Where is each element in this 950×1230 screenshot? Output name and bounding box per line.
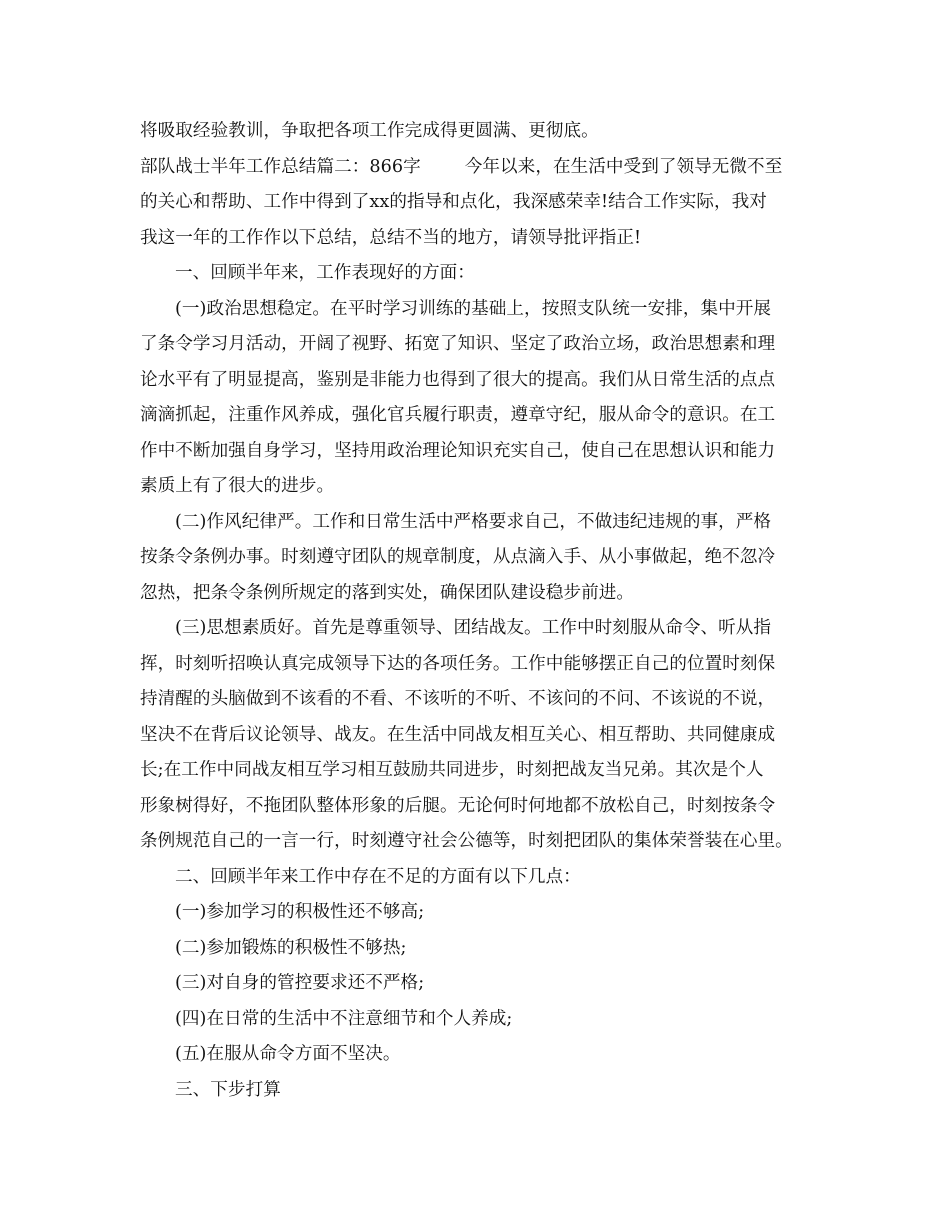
text-line: 作中不断加强自身学习，坚持用政治理论知识充实自己，使自己在思想认识和能力	[140, 440, 776, 461]
paragraph-start: 今年以来，在生活中受到了领导无微不至	[464, 156, 783, 177]
document-body	[140, 114, 820, 1108]
text-line: 持清醒的头脑做到不该看的不看、不该听的不听、不该问的不问、不该说的不说，	[140, 689, 776, 709]
text-line: 素质上有了很大的进步。	[140, 476, 335, 496]
text-line: (二)作风纪律严。工作和日常生活中严格要求自己，不做违纪违规的事，严格	[175, 511, 772, 532]
text-line: 我这一年的工作作以下总结，总结不当的地方，请领导批评指正!	[140, 227, 642, 248]
text-line: 滴滴抓起，注重作风养成，强化官兵履行职责，遵章守纪，服从命令的意识。在工	[140, 405, 776, 425]
text-line: 条例规范自己的一言一行，时刻遵守社会公德等，时刻把团队的集体荣誉装在心里。	[140, 831, 793, 851]
section-heading-line: 三、下步打算	[175, 1079, 281, 1100]
text-line: 论水平有了明显提高，鉴别是非能力也得到了很大的提高。我们从日常生活的点点	[140, 369, 776, 390]
text-line: 的关心和帮助、工作中得到了xx的指导和点化，我深感荣幸!结合工作实际，我对	[140, 192, 767, 212]
text-line: 形象树得好，不拖团队整体形象的后腿。无论何时何地都不放松自己，时刻按条令	[140, 795, 776, 816]
text-line: 将吸取经验教训，争取把各项工作完成得更圆满、更彻底。	[140, 121, 599, 141]
list-item: (二)参加锻炼的积极性不够热;	[175, 937, 407, 958]
list-item: (五)在服从命令方面不坚决。	[175, 1044, 401, 1064]
list-item: (四)在日常的生活中不注意细节和个人养成;	[175, 1008, 513, 1029]
text-line: 坚决不在背后议论领导、战友。在生活中同战友相互关心、相互帮助、共同健康成	[140, 724, 776, 745]
text-line: 按条令条例办事。时刻遵守团队的规章制度，从点滴入手、从小事做起，绝不忽冷	[140, 547, 776, 567]
text-line: 挥，时刻听招唤认真完成领导下达的各项任务。工作中能够摆正自己的位置时刻保	[140, 653, 776, 674]
list-item: (三)对自身的管控要求还不严格;	[175, 973, 425, 993]
text-line-with-heading	[140, 150, 820, 186]
text-line: (三)思想素质好。首先是尊重领导、团结战友。工作中时刻服从命令、听从指	[175, 618, 772, 638]
section-heading-line: 一、回顾半年来，工作表现好的方面：	[175, 263, 475, 283]
text-line: 忽热，把条令条例所规定的落到实处，确保团队建设稳步前进。	[140, 582, 635, 603]
section-heading-line: 二、回顾半年来工作中存在不足的方面有以下几点：	[175, 866, 581, 887]
section-heading: 部队战士半年工作总结篇二：866字	[140, 156, 421, 177]
text-line: (一)政治思想稳定。在平时学习训练的基础上，按照支队统一安排，集中开展	[175, 298, 772, 319]
text-line: 了条令学习月活动，开阔了视野、拓宽了知识、坚定了政治立场，政治思想素和理	[140, 334, 776, 354]
text-line: 长;在工作中同战友相互学习相互鼓励共同进步，时刻把战友当兄弟。其次是个人	[140, 760, 764, 780]
list-item: (一)参加学习的积极性还不够高;	[175, 902, 425, 922]
